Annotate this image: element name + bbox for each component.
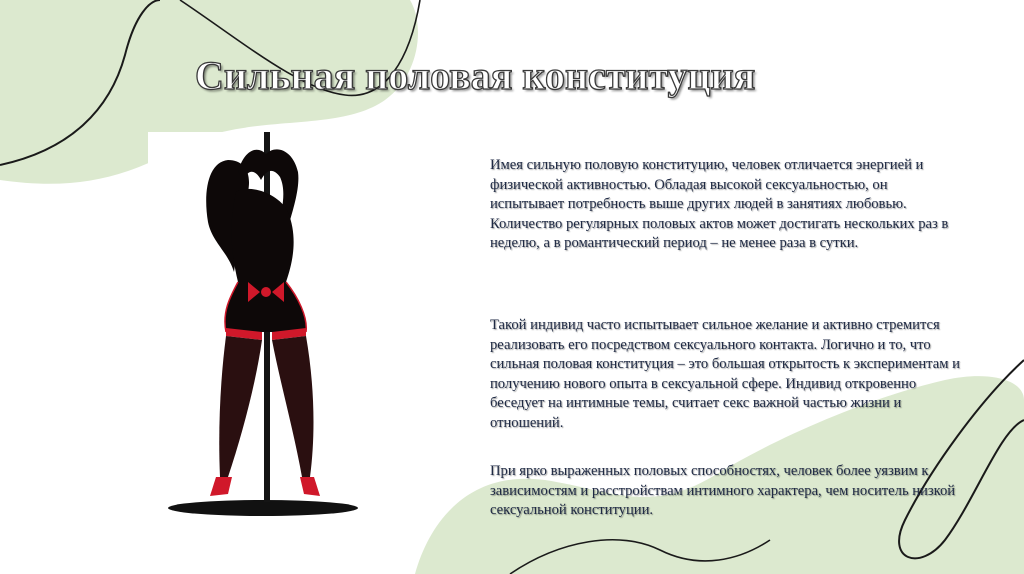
paragraph-2: Такой индивид часто испытывает сильное желание и активно стремится реализовать его посредством сексуального контакта. Логично и то, что сильная половая конституция – это большая открытость к экспериментам и получению нового опыта в сексуальной сфере. Индивид откровенно беседует на интимные темы, считает секс важной частью жизни и отношений. [490, 317, 960, 431]
red-bow-knot [261, 287, 271, 297]
paragraph-1: Имея сильную половую конституцию, человек отличается энергией и физической активностью. Обладая высокой сексуальностью, он испытывает потребность выше других людей в занятиях любовью. Количество регулярных половых актов может достигать нескольких раз в неделю, а в романтический период – не менее раза в сутки. [490, 157, 949, 252]
paragraph-3: При ярко выраженных половых способностях, человек более уязвим к зависимостям и расстройствам интимного характера, чем носитель низкой сексуальной конституции. [490, 463, 956, 519]
pole-dancer-illustration [148, 132, 358, 520]
page-title: Сильная половая конституция [195, 53, 756, 98]
pole-base-shadow [168, 500, 358, 516]
